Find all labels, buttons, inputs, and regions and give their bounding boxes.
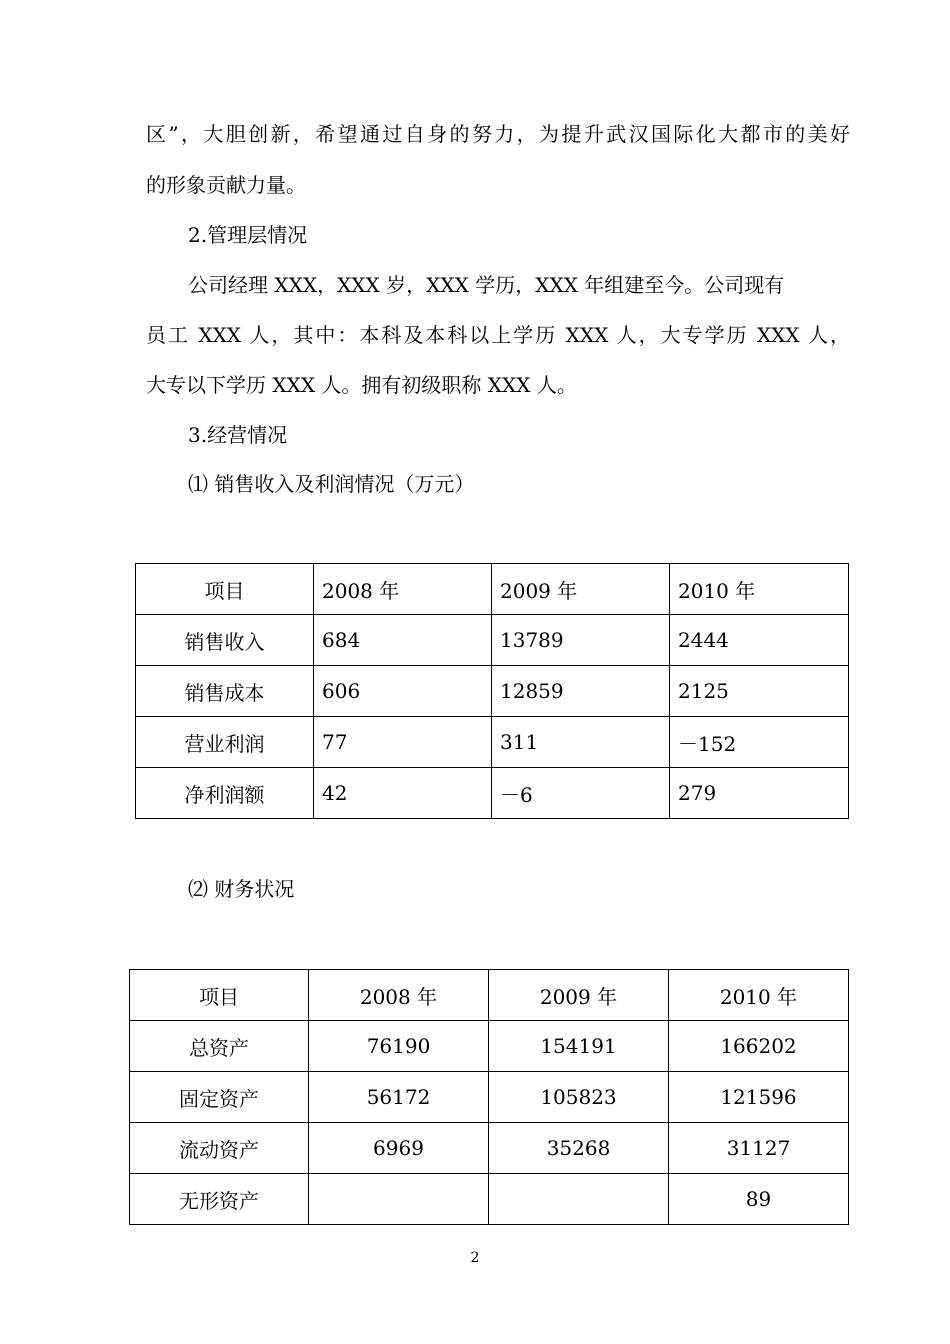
table-cell: 77 [314,717,492,768]
subheading-sales: ⑴ 销售收入及利润情况（万元） [188,472,475,496]
table-cell: 2444 [670,615,849,666]
table-header-cell: 2008 年 [314,564,492,615]
table-cell: －6 [492,768,670,819]
paragraph-line: 大专以下学历 XXX 人。拥有初级职称 XXX 人。 [146,373,577,397]
table-cell: 684 [314,615,492,666]
table-cell: 154191 [489,1021,669,1072]
paragraph-line: 员工 XXX 人，其中：本科及本科以上学历 XXX 人，大专学历 XXX 人， [146,323,850,347]
table-cell: 121596 [669,1072,849,1123]
table-header-cell: 项目 [136,564,314,615]
table-header-cell: 项目 [130,970,309,1021]
table-header-cell: 2009 年 [489,970,669,1021]
table-cell: 31127 [669,1123,849,1174]
table-row [136,615,849,666]
table-cell: 76190 [309,1021,489,1072]
table-row [136,768,849,819]
table-cell: 总资产 [130,1021,309,1072]
subheading-finance: ⑵ 财务状况 [188,877,295,901]
table-cell: 56172 [309,1072,489,1123]
page-number: 2 [470,1250,480,1266]
table-cell: 净利润额 [136,768,314,819]
table-row [130,1021,849,1072]
table-row [130,1174,849,1225]
paragraph-line: 区”，大胆创新，希望通过自身的努力，为提升武汉国际化大都市的美好 [146,122,850,146]
section-heading-operation: 3.经营情况 [188,423,288,447]
financial-status-table [129,969,849,1225]
table-cell: 42 [314,768,492,819]
table-cell [309,1174,489,1225]
table-cell: 311 [492,717,670,768]
table-header-cell: 2010 年 [670,564,849,615]
table-header-row [136,564,849,615]
table-cell: 流动资产 [130,1123,309,1174]
table-cell: 12859 [492,666,670,717]
table-cell: 营业利润 [136,717,314,768]
paragraph-line: 的形象贡献力量。 [146,173,306,197]
table-cell: 销售收入 [136,615,314,666]
table-header-row [130,970,849,1021]
table-row [130,1123,849,1174]
table-cell: 销售成本 [136,666,314,717]
table-cell: 105823 [489,1072,669,1123]
table-cell: 89 [669,1174,849,1225]
table-cell: 35268 [489,1123,669,1174]
sales-profit-table [135,563,849,819]
section-heading-management: 2.管理层情况 [188,223,308,247]
table-header-cell: 2008 年 [309,970,489,1021]
table-cell: 279 [670,768,849,819]
table-row [136,666,849,717]
table-cell: 606 [314,666,492,717]
paragraph-line: 公司经理 XXX，XXX 岁，XXX 学历，XXX 年组建至今。公司现有 [188,273,785,297]
table-cell: 2125 [670,666,849,717]
table-row [136,717,849,768]
table-cell: 6969 [309,1123,489,1174]
table-row [130,1072,849,1123]
table-header-cell: 2009 年 [492,564,670,615]
table-header-cell: 2010 年 [669,970,849,1021]
table-cell: 13789 [492,615,670,666]
table-cell [489,1174,669,1225]
table-cell: －152 [670,717,849,768]
table-cell: 无形资产 [130,1174,309,1225]
table-cell: 固定资产 [130,1072,309,1123]
table-cell: 166202 [669,1021,849,1072]
